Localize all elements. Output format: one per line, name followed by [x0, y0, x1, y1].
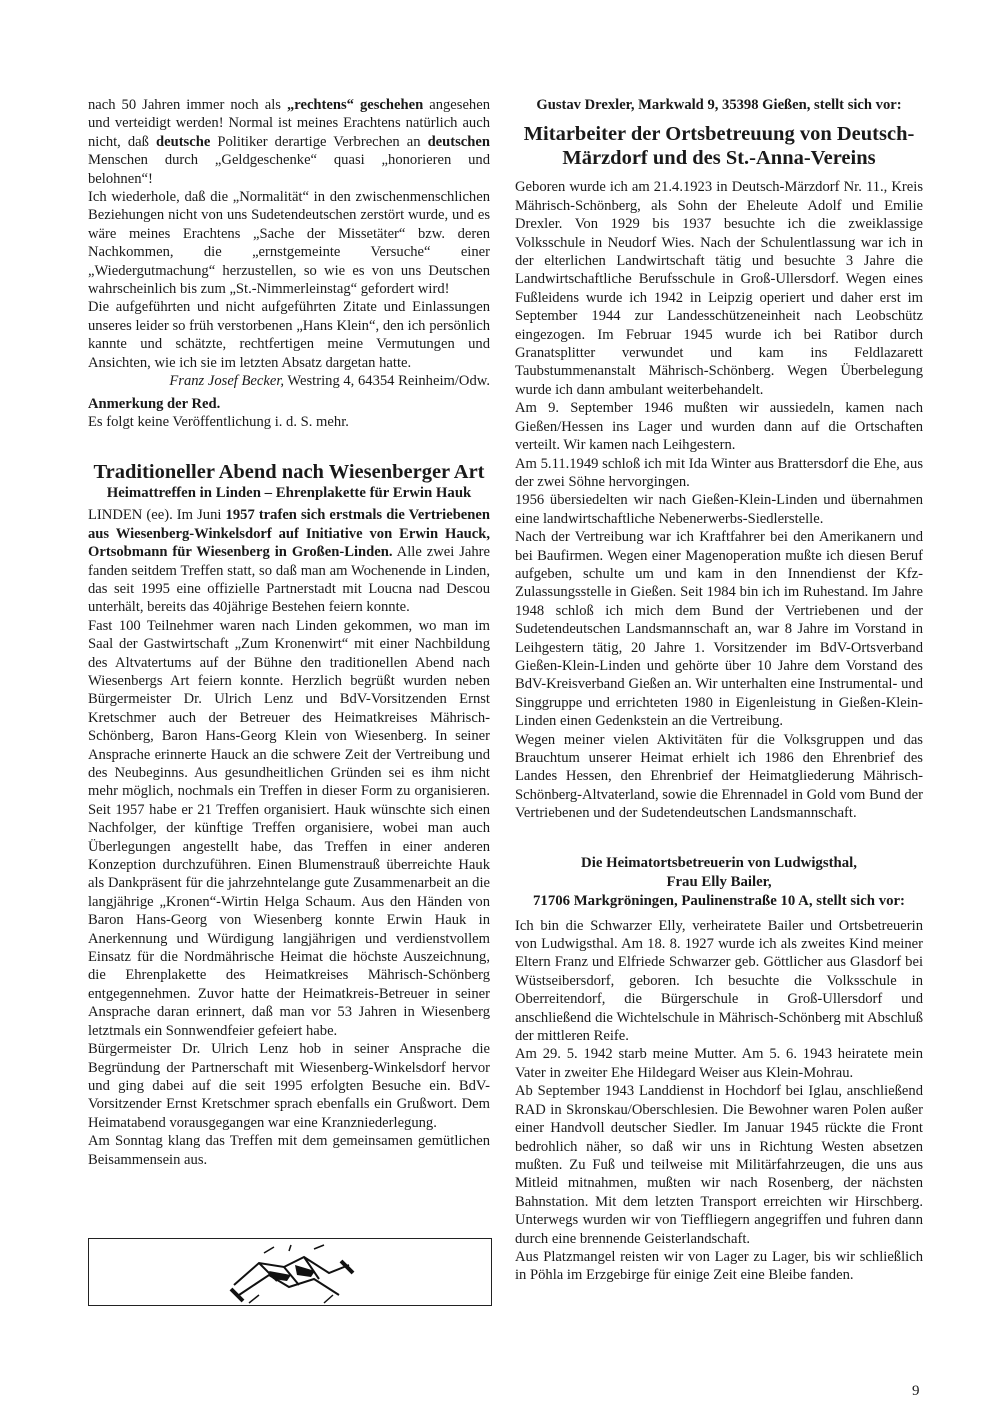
right-column	[515, 96, 923, 1285]
letter-paragraph-2: Ich wiederhole, daß die „Normalität“ in den zwischenmenschlichen Beziehungen nicht von uns Sudetendeutschen zerstört wurde, und es wäre meines Erachtens „Sache der Missetäter“ bzw. deren Nachkommen, die „ernstgemeinte Versuche“ einer „Wiedergutmachung“ herzustellen, so wie es von uns Deutschen wahrscheinlich bis zum „St.-Nimmerleinstag“ gefordert wird!	[88, 189, 490, 298]
drexler-paragraph-3: Am 5.11.1949 schloß ich mit Ida Winter aus Brattersdorf die Ehe, aus der zwei Söhne hervorgingen.	[515, 455, 923, 490]
bailer-paragraph-2: Am 29. 5. 1942 starb meine Mutter. Am 5. 6. 1943 heiratete mein Vater in zweiter Ehe Hildegard Weiser aus Klein-Mohrau.	[515, 1046, 923, 1081]
editor-note-heading: Anmerkung der Red.	[88, 395, 221, 412]
drexler-paragraph-2: Am 9. September 1946 mußten wir aussiedeln, kamen nach Gießen/Hessen ins Lager und wurden dann auf die Ortschaften verteilt. Wir kamen nach Leihgestern.	[515, 400, 923, 454]
editor-note-text: Es folgt keine Veröffentlichung i. d. S. mehr.	[88, 413, 349, 430]
article-title: Traditioneller Abend nach Wiesenberger Art	[93, 461, 485, 484]
article-paragraph-3: Bürgermeister Dr. Ulrich Lenz hob in seiner Ansprache die Begründung der Partnerschaft mit Wiesenberg-Winkelsdorf hervor und ging dabei auf die seit 1995 erfolgten Besuche ein. BdV-Vorsitzender Ernst Kretschmer sprach ebenfalls ein Grußwort. Dem Heimatabend vorausgegangen war eine Kranzniederlegung.	[88, 1041, 490, 1131]
drexler-paragraph-5: Nach der Vertreibung war ich Kraftfahrer bei den Amerikanern und bei Baufirmen. Wegen einer Magenoperation mußte ich diesen Beruf aufgeben, schulte um und kam in den Innendienst der Kfz-Zulassungsstelle in Gießen. Seit 1984 bin ich im Ruhestand. Im Jahre 1948 schloß ich mich dem Bund der Vertriebenen und der Sudetendeutschen Landsmannschaft an, war 8 Jahre im Vorstand in Leihgestern tätig, 20 Jahre 1. Vorsitzender im BdV-Ortsverband Gießen-Klein-Linden und gehörte über 10 Jahre dem Vorstand des BdV-Kreisverband Gießen an. Wir unterhalten eine Instrumental- und Singgruppe und errichteten 1980 in Eigenleistung in Gießen-Klein-Linden einen Gedenkstein an die Vertreibung.	[515, 529, 923, 730]
bailer-heading-line-3: 71706 Markgröningen, Paulinenstraße 10 A, stellt sich vor:	[533, 892, 905, 909]
article-paragraph-2: Fast 100 Teilnehmer waren nach Linden gekommen, wo man im Saal der Gastwirtschaft „Zum Kronenwirt“ mit einer Nachbildung des Altvatertums auf der Bühne den traditionellen Abend nach Wiesenbergs Art feiern konnte. Herzlich begrüßt wurden neben Bürgermeister Dr. Ulrich Lenz und BdV-Vorsitzenden Ernst Kretschmer auch der Betreuer des Heimatkreises Mährisch-Schönberg, Baron Hans-Georg Klein von Wiesenberg. In seiner Ansprache erinnerte Hauck an die schwere Zeit der Vertreibung und des Neubeginns. Aus gesundheitlichen Gründen sei es ihm nicht mehr möglich, nochmals ein Treffen in dieser Form zu organisieren. Seit 1957 habe er 21 Treffen organisiert. Hauk wünschte sich einen Nachfolger, der künftige Treffen organisiere, wobei man auch Überlegungen angestellt habe, das Treffen in einer anderen Konzeption durchzuführen. Einen Blumenstrauß überreichte Hauk als Dankpräsent für die jahrzehntelange gute Zusammenarbeit an die langjährige „Kronen“-Wirtin Helga Schaum. Aus den Händen von Baron Hans-Georg von Wiesenberg konnte Erwin Hauk in Anerkennung und Würdigung langjährigen und verdienstvollem Einsatz für die Nordmährische Heimat die höchste Auszeichnung, die Ehrenplakette des Heimatkreises Mährisch-Schönberg entgegennehmen. Zuvor hatte der Heimatkreis-Betreuer in seiner Ansprache daran erinnert, daß man vor 53 Jahren in Wiesenberg letztmals ein Sonnwendfeier gefeiert habe.	[88, 617, 490, 1039]
bailer-heading-line-2: Frau Elly Bailer,	[666, 873, 772, 890]
page-number: 9	[912, 1383, 920, 1399]
handshake-icon	[89, 1239, 493, 1307]
left-column	[88, 96, 490, 1169]
bailer-paragraph-3: Ab September 1943 Landdienst in Hochdorf bei Iglau, anschließend RAD in Skronskau/Oberschlesien. Die Bewohner waren Polen außer einer Handvoll deutscher Siedler. Im Januar 1945 rückte die Front bedrohlich näher, so daß wir uns in Richtung Westen absetzen mußten. Zu Fuß und teilweise mit Militärfahrzeugen, die uns aus Mitleid mitnahmen, mußten wir nach Rosenberg, der nächsten Bahnstation. Mit dem letzten Transport erreichten wir Hirschberg. Unterwegs wurden wir von Tieffliegern angegriffen und fuhren dann durch eine brennende Geisterlandschaft.	[515, 1083, 923, 1247]
drexler-paragraph-1: Geboren wurde ich am 21.4.1923 in Deutsch-Märzdorf Nr. 11., Kreis Mährisch-Schönberg, als Sohn der Eheleute Adolf und Emilie Drexler. Von 1929 bis 1937 besuchte ich die zweiklassige Volksschule in Neudorf Wies. Nach der Schulentlassung war ich in der elterlichen Landwirtschaft tätig und besuchte 3 Jahre die Landwirtschaftliche Berufsschule in Groß-Ullersdorf. Wegen eines Fußleidens wurde ich 1942 in Leipzig operiert und daher erst im September 1944 zur Landesschützeneinheit nach Leobschütz eingezogen. Im Februar 1945 wurde ich bei Ratibor durch Granatsplitter verwundet und kam ins Feldlazarett Taubstummenanstalt Mährisch-Schönberg. Wegen Überbelegung wurde ich dann ambulant weiterbehandelt.	[515, 179, 923, 398]
drexler-intro: Gustav Drexler, Markwald 9, 35398 Gießen, stellt sich vor:	[536, 97, 902, 113]
bailer-paragraph-4: Aus Platzmangel reisten wir von Lager zu Lager, bis wir schließlich in Pöhla im Erzgebirge für einige Zeit eine Bleibe fanden.	[515, 1248, 923, 1284]
article-paragraph-4: Am Sonntag klang das Treffen mit dem gemeinsamen gemütlichen Beisammensein aus.	[88, 1133, 490, 1168]
article-paragraph-1: LINDEN (ee). Im Juni 1957 trafen sich erstmals die Vertriebenen aus Wiesenberg-Winkelsdorf auf Initiative von Erwin Hauck, Ortsobmann für Wiesenberg in Großen-Linden. Alle zwei Jahre fanden seitdem Treffen statt, so daß man am Wochenende in Linden, das seit 1995 eine offizielle Partnerstadt mit Loucna nad Descou unterhält, bereits das 40jährige Bestehen feiern konnte.	[88, 507, 491, 616]
letter-paragraph-1: nach 50 Jahren immer noch als „rechtens“ geschehen angesehen und verteidigt werden! Normal ist meines Erachtens natürlich auch nicht, daß deutsche Politiker derartige Verbrechen an deutschen Menschen durch „Geldgeschenke“ quasi „honorieren und belohnen“!	[88, 97, 491, 187]
letter-paragraph-3: Die aufgeführten und nicht aufgeführten Zitate und Einlassungen unseres leider so früh verstorbenen „Hans Klein“, den ich persönlich kannte und schätzte, rechtfertigen meine Vermutungen und Ansichten, wie ich sie im letzten Absatz dargetan hatte.	[88, 299, 490, 371]
drexler-paragraph-6: Wegen meiner vielen Aktivitäten für die Volksgruppen und das Brauchtum unserer Heimat erhielt ich 1986 den Ehrenbrief des Landes Hessen, den Ehrenbrief der Heimatgliederung Mährisch-Schönberg-Altvaterland, sowie die Ehrennadel in Gold vom Bund der Vertriebenen und der Sudetendeutschen Landsmannschaft.	[515, 731, 923, 822]
article-subtitle: Heimattreffen in Linden – Ehrenplakette für Erwin Hauk	[106, 485, 472, 502]
drexler-title: Mitarbeiter der Ortsbetreuung von Deutsch-Märzdorf und des St.-Anna-Vereins	[523, 123, 915, 170]
bailer-heading-line-1: Die Heimatortsbetreuerin von Ludwigsthal,	[581, 854, 857, 871]
handshake-image-box	[88, 1238, 492, 1306]
letter-signature: Franz Josef Becker, Westring 4, 64354 Reinheim/Odw.	[169, 373, 490, 390]
bailer-paragraph-1: Ich bin die Schwarzer Elly, verheiratete Bailer und Ortsbetreuerin von Ludwigsthal. Am 18. 8. 1927 wurde ich als zweites Kind meiner Eltern Franz und Elfriede Schwarzer geb. Göttlicher aus Glasdorf bei Wüstseibersdorf, geboren. Ich besuchte die Volksschule in Oberreitendorf, die Bürgerschule in Groß-Ullersdorf und anschließend die Wichtelschule in Mährisch-Schönberg mit Abschluß der mittleren Reife.	[515, 917, 923, 1045]
drexler-paragraph-4: 1956 übersiedelten wir nach Gießen-Klein-Linden und übernahmen eine landwirtschaftliche Nebenerwerbs-Siedlerstelle.	[515, 492, 923, 527]
